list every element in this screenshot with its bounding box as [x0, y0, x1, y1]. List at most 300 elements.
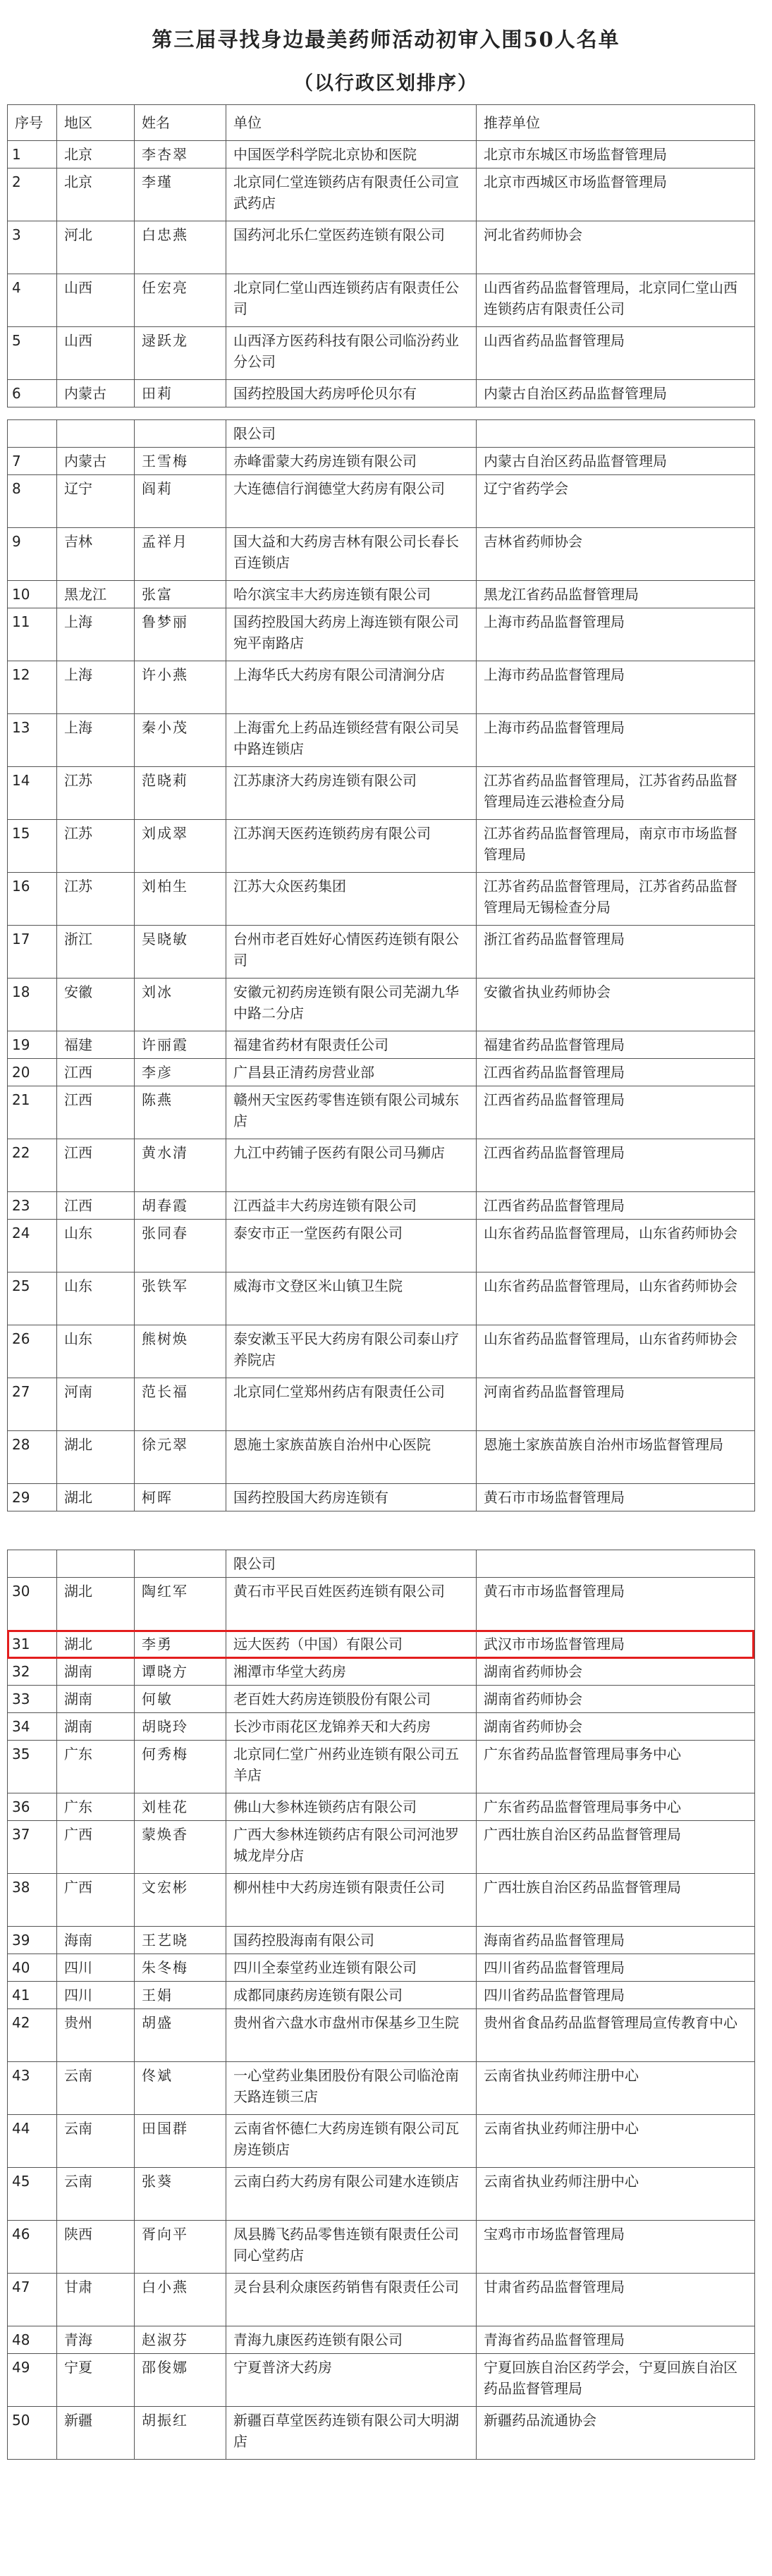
row-employer: 国药河北乐仁堂医药连锁有限公司 — [226, 221, 477, 274]
row-name: 吴晓敏 — [135, 926, 226, 979]
row-region: 内蒙古 — [57, 448, 135, 475]
row-region: 山东 — [57, 1220, 135, 1272]
table-row — [8, 528, 755, 581]
row-recommender: 上海市药品监督管理局 — [477, 608, 755, 661]
row-recommender: 辽宁省药学会 — [477, 475, 755, 528]
row-name: 白小燕 — [135, 2274, 226, 2326]
row-index: 7 — [8, 448, 57, 475]
row-region: 江苏 — [57, 820, 135, 873]
row-name: 孟祥月 — [135, 528, 226, 581]
row-recommender: 北京市东城区市场监督管理局 — [477, 141, 755, 168]
table-row — [8, 926, 755, 979]
row-recommender: 江苏省药品监督管理局，江苏省药品监督管理局无锡检查分局 — [477, 873, 755, 926]
row-region: 宁夏 — [57, 2354, 135, 2407]
row-name: 邵俊娜 — [135, 2354, 226, 2407]
header-region: 地区 — [57, 105, 135, 141]
row-employer: 国药控股国大药房上海连锁有限公司宛平南路店 — [226, 608, 477, 661]
row-recommender: 上海市药品监督管理局 — [477, 714, 755, 767]
row-name: 黄水清 — [135, 1139, 226, 1192]
row-recommender: 湖南省药师协会 — [477, 1658, 755, 1686]
row-employer: 柳州桂中大药房连锁有限责任公司 — [226, 1874, 477, 1927]
continuation-row — [8, 420, 755, 448]
row-name: 佟斌 — [135, 2062, 226, 2115]
row-region: 山西 — [57, 327, 135, 380]
row-index: 46 — [8, 2221, 57, 2274]
row-recommender: 河南省药品监督管理局 — [477, 1378, 755, 1431]
row-region: 辽宁 — [57, 475, 135, 528]
row-region: 浙江 — [57, 926, 135, 979]
row-index: 12 — [8, 661, 57, 714]
row-employer: 广西大参林连锁药店有限公司河池罗城龙岸分店 — [226, 1821, 477, 1874]
row-employer: 国大益和大药房吉林有限公司长春长百连锁店 — [226, 528, 477, 581]
table-row — [8, 2168, 755, 2221]
row-recommender: 广西壮族自治区药品监督管理局 — [477, 1821, 755, 1874]
row-name: 李勇 — [135, 1631, 226, 1658]
row-name: 胡春霞 — [135, 1192, 226, 1220]
row-region: 贵州 — [57, 2009, 135, 2062]
row-region: 广东 — [57, 1793, 135, 1821]
row-recommender: 内蒙古自治区药品监督管理局 — [477, 448, 755, 475]
table-row — [8, 1378, 755, 1431]
table-body-page-2 — [8, 420, 755, 1511]
row-recommender: 甘肃省药品监督管理局 — [477, 2274, 755, 2326]
row-index: 15 — [8, 820, 57, 873]
row-employer: 恩施土家族苗族自治州中心医院 — [226, 1431, 477, 1484]
row-index: 26 — [8, 1325, 57, 1378]
row-index: 39 — [8, 1927, 57, 1954]
row-name: 白忠燕 — [135, 221, 226, 274]
row-employer: 大连德信行润德堂大药房有限公司 — [226, 475, 477, 528]
row-region: 青海 — [57, 2326, 135, 2354]
row-employer: 青海九康医药连锁有限公司 — [226, 2326, 477, 2354]
table-row — [8, 1578, 755, 1631]
row-index: 35 — [8, 1741, 57, 1793]
row-recommender: 新疆药品流通协会 — [477, 2407, 755, 2460]
row-index: 32 — [8, 1658, 57, 1686]
row-recommender: 山东省药品监督管理局，山东省药师协会 — [477, 1220, 755, 1272]
row-name: 胡振红 — [135, 2407, 226, 2460]
row-name: 范长福 — [135, 1378, 226, 1431]
header-name: 姓名 — [135, 105, 226, 141]
row-employer: 哈尔滨宝丰大药房连锁有限公司 — [226, 581, 477, 608]
row-employer: 中国医学科学院北京协和医院 — [226, 141, 477, 168]
row-recommender: 吉林省药师协会 — [477, 528, 755, 581]
document-subtitle: （以行政区划排序） — [294, 73, 478, 94]
row-region: 江西 — [57, 1086, 135, 1139]
row-index: 45 — [8, 2168, 57, 2221]
row-region: 四川 — [57, 1982, 135, 2009]
table-row — [8, 1059, 755, 1086]
row-recommender: 广西壮族自治区药品监督管理局 — [477, 1874, 755, 1927]
row-recommender: 江苏省药品监督管理局，南京市市场监督管理局 — [477, 820, 755, 873]
row-recommender: 四川省药品监督管理局 — [477, 1954, 755, 1982]
row-name: 朱冬梅 — [135, 1954, 226, 1982]
table-row — [8, 380, 755, 407]
row-name: 张铁军 — [135, 1272, 226, 1325]
row-region: 河北 — [57, 221, 135, 274]
row-region: 广西 — [57, 1821, 135, 1874]
row-name: 赵淑芬 — [135, 2326, 226, 2354]
row-name: 何秀梅 — [135, 1741, 226, 1793]
table-body-page-1 — [8, 141, 755, 407]
finalist-table-page-1 — [7, 104, 755, 407]
row-recommender: 四川省药品监督管理局 — [477, 1982, 755, 2009]
table-row — [8, 1272, 755, 1325]
row-index: 36 — [8, 1793, 57, 1821]
row-region: 湖北 — [57, 1578, 135, 1631]
row-recommender: 黄石市市场监督管理局 — [477, 1578, 755, 1631]
row-recommender: 青海省药品监督管理局 — [477, 2326, 755, 2354]
table-row — [8, 1741, 755, 1793]
row-region: 内蒙古 — [57, 380, 135, 407]
row-index: 43 — [8, 2062, 57, 2115]
row-index: 23 — [8, 1192, 57, 1220]
row-name: 王艺晓 — [135, 1927, 226, 1954]
row-recommender: 山东省药品监督管理局，山东省药师协会 — [477, 1325, 755, 1378]
row-name: 许小燕 — [135, 661, 226, 714]
row-region: 湖北 — [57, 1431, 135, 1484]
row-index: 14 — [8, 767, 57, 820]
row-index: 40 — [8, 1954, 57, 1982]
row-region: 江西 — [57, 1192, 135, 1220]
row-employer: 国药控股国大药房呼伦贝尔有 — [226, 380, 477, 407]
row-region: 山西 — [57, 274, 135, 327]
table-header-row — [8, 105, 755, 141]
row-employer: 上海雷允上药品连锁经营有限公司吴中路连锁店 — [226, 714, 477, 767]
row-name: 刘桂花 — [135, 1793, 226, 1821]
row-recommender: 安徽省执业药师协会 — [477, 979, 755, 1031]
table-row — [8, 168, 755, 221]
row-index: 4 — [8, 274, 57, 327]
row-index: 19 — [8, 1031, 57, 1059]
row-region: 江西 — [57, 1139, 135, 1192]
row-recommender: 山西省药品监督管理局 — [477, 327, 755, 380]
row-region: 北京 — [57, 168, 135, 221]
row-name: 张同春 — [135, 1220, 226, 1272]
row-name: 李杏翠 — [135, 141, 226, 168]
row-index: 6 — [8, 380, 57, 407]
row-name: 田国群 — [135, 2115, 226, 2168]
table-row — [8, 581, 755, 608]
row-region: 上海 — [57, 714, 135, 767]
table-row — [8, 767, 755, 820]
row-employer: 赤峰雷蒙大药房连锁有限公司 — [226, 448, 477, 475]
row-employer: 九江中药铺子医药有限公司马狮店 — [226, 1139, 477, 1192]
row-employer: 黄石市平民百姓医药连锁有限公司 — [226, 1578, 477, 1631]
continuation-row — [8, 1550, 755, 1578]
row-name: 范晓莉 — [135, 767, 226, 820]
row-region: 湖南 — [57, 1658, 135, 1686]
table-row — [8, 475, 755, 528]
row-index: 42 — [8, 2009, 57, 2062]
row-index: 21 — [8, 1086, 57, 1139]
row-index: 47 — [8, 2274, 57, 2326]
row-employer: 成都同康药房连锁有限公司 — [226, 1982, 477, 2009]
row-recommender: 宝鸡市市场监督管理局 — [477, 2221, 755, 2274]
row-employer: 灵台县利众康医药销售有限责任公司 — [226, 2274, 477, 2326]
table-row — [8, 2326, 755, 2354]
table-row — [8, 2221, 755, 2274]
row-index: 24 — [8, 1220, 57, 1272]
row-region: 海南 — [57, 1927, 135, 1954]
table-row — [8, 1713, 755, 1741]
row-region: 山东 — [57, 1272, 135, 1325]
table-row — [8, 714, 755, 767]
row-index: 2 — [8, 168, 57, 221]
row-employer: 山西泽方医药科技有限公司临汾药业分公司 — [226, 327, 477, 380]
row-region: 新疆 — [57, 2407, 135, 2460]
row-index: 10 — [8, 581, 57, 608]
row-employer: 赣州天宝医药零售连锁有限公司城东店 — [226, 1086, 477, 1139]
row-name: 徐元翠 — [135, 1431, 226, 1484]
row-name: 陈燕 — [135, 1086, 226, 1139]
table-row — [8, 1927, 755, 1954]
row-employer: 老百姓大药房连锁股份有限公司 — [226, 1686, 477, 1713]
table-row — [8, 1793, 755, 1821]
row-employer: 江苏康济大药房连锁有限公司 — [226, 767, 477, 820]
row-employer: 北京同仁堂广州药业连锁有限公司五羊店 — [226, 1741, 477, 1793]
row-name: 许丽霞 — [135, 1031, 226, 1059]
row-name: 逯跃龙 — [135, 327, 226, 380]
row-region: 北京 — [57, 141, 135, 168]
row-name: 刘冰 — [135, 979, 226, 1031]
table-row — [8, 1325, 755, 1378]
row-index: 5 — [8, 327, 57, 380]
row-region: 甘肃 — [57, 2274, 135, 2326]
row-employer: 台州市老百姓好心情医药连锁有限公司 — [226, 926, 477, 979]
row-employer: 江苏润天医药连锁药房有限公司 — [226, 820, 477, 873]
table-row — [8, 2062, 755, 2115]
row-recommender: 内蒙古自治区药品监督管理局 — [477, 380, 755, 407]
row-employer: 泰安漱玉平民大药房有限公司泰山疗养院店 — [226, 1325, 477, 1378]
table-row — [8, 1192, 755, 1220]
row-index: 49 — [8, 2354, 57, 2407]
table-row — [8, 1220, 755, 1272]
row-name: 刘柏生 — [135, 873, 226, 926]
row-index: 33 — [8, 1686, 57, 1713]
table-row — [8, 274, 755, 327]
row-region: 广东 — [57, 1741, 135, 1793]
row-employer: 凤县腾飞药品零售连锁有限责任公司同心堂药店 — [226, 2221, 477, 2274]
row-recommender: 上海市药品监督管理局 — [477, 661, 755, 714]
table-row — [8, 448, 755, 475]
row-region: 上海 — [57, 661, 135, 714]
table-row — [8, 1086, 755, 1139]
table-row — [8, 1874, 755, 1927]
table-row — [8, 1821, 755, 1874]
row-recommender: 湖南省药师协会 — [477, 1686, 755, 1713]
row-index: 25 — [8, 1272, 57, 1325]
row-name: 陶红军 — [135, 1578, 226, 1631]
row-recommender: 河北省药师协会 — [477, 221, 755, 274]
row-name: 谭晓方 — [135, 1658, 226, 1686]
row-index: 22 — [8, 1139, 57, 1192]
row-name: 王娟 — [135, 1982, 226, 2009]
row-employer: 北京同仁堂连锁药店有限责任公司宣武药店 — [226, 168, 477, 221]
row-index: 8 — [8, 475, 57, 528]
row-recommender: 福建省药品监督管理局 — [477, 1031, 755, 1059]
row-employer: 远大医药（中国）有限公司 — [226, 1631, 477, 1658]
table-row — [8, 2115, 755, 2168]
row-index: 29 — [8, 1484, 57, 1511]
row-name: 李瑾 — [135, 168, 226, 221]
row-name: 田莉 — [135, 380, 226, 407]
row-index: 38 — [8, 1874, 57, 1927]
row-employer: 贵州省六盘水市盘州市保基乡卫生院 — [226, 2009, 477, 2062]
row-name: 胡盛 — [135, 2009, 226, 2062]
row-employer: 广昌县正清药房营业部 — [226, 1059, 477, 1086]
row-region: 云南 — [57, 2168, 135, 2221]
table-row — [8, 2274, 755, 2326]
row-name: 秦小茂 — [135, 714, 226, 767]
row-employer: 北京同仁堂郑州药店有限责任公司 — [226, 1378, 477, 1431]
row-employer: 湘潭市华堂大药房 — [226, 1658, 477, 1686]
row-index: 11 — [8, 608, 57, 661]
row-region: 江西 — [57, 1059, 135, 1086]
row-recommender: 云南省执业药师注册中心 — [477, 2168, 755, 2221]
table-row — [8, 2354, 755, 2407]
row-index: 27 — [8, 1378, 57, 1431]
table-row — [8, 1631, 755, 1658]
row-recommender: 广东省药品监督管理局事务中心 — [477, 1793, 755, 1821]
row-region: 四川 — [57, 1954, 135, 1982]
row-recommender: 山西省药品监督管理局，北京同仁堂山西连锁药店有限责任公司 — [477, 274, 755, 327]
row-index: 13 — [8, 714, 57, 767]
row-employer: 江苏大众医药集团 — [226, 873, 477, 926]
row-employer: 佛山大参林连锁药店有限公司 — [226, 1793, 477, 1821]
table-row — [8, 1658, 755, 1686]
row-recommender: 云南省执业药师注册中心 — [477, 2062, 755, 2115]
row-region: 云南 — [57, 2115, 135, 2168]
row-region: 湖北 — [57, 1631, 135, 1658]
row-region: 吉林 — [57, 528, 135, 581]
row-name: 熊树焕 — [135, 1325, 226, 1378]
header-index: 序号 — [8, 105, 57, 141]
table-row — [8, 1139, 755, 1192]
row-index: 17 — [8, 926, 57, 979]
row-name: 张葵 — [135, 2168, 226, 2221]
row-employer: 泰安市正一堂医药有限公司 — [226, 1220, 477, 1272]
row-name: 王雪梅 — [135, 448, 226, 475]
row-name: 文宏彬 — [135, 1874, 226, 1927]
row-recommender: 山东省药品监督管理局，山东省药师协会 — [477, 1272, 755, 1325]
row-recommender: 浙江省药品监督管理局 — [477, 926, 755, 979]
row-employer: 宁夏普济大药房 — [226, 2354, 477, 2407]
row-index: 16 — [8, 873, 57, 926]
table-row — [8, 2407, 755, 2460]
row-index: 30 — [8, 1578, 57, 1631]
row-index: 41 — [8, 1982, 57, 2009]
row-region: 福建 — [57, 1031, 135, 1059]
table-row — [8, 221, 755, 274]
row-employer: 上海华氏大药房有限公司清涧分店 — [226, 661, 477, 714]
row-index: 31 — [8, 1631, 57, 1658]
table-row — [8, 1982, 755, 2009]
row-index: 48 — [8, 2326, 57, 2354]
continuation-text: 限公司 — [226, 1550, 477, 1578]
row-employer: 云南省怀德仁大药房连锁有限公司瓦房连锁店 — [226, 2115, 477, 2168]
row-recommender: 云南省执业药师注册中心 — [477, 2115, 755, 2168]
row-recommender: 黄石市市场监督管理局 — [477, 1484, 755, 1511]
table-row — [8, 979, 755, 1031]
row-employer: 江西益丰大药房连锁有限公司 — [226, 1192, 477, 1220]
row-region: 广西 — [57, 1874, 135, 1927]
finalist-table-page-2 — [7, 419, 755, 1511]
row-index: 1 — [8, 141, 57, 168]
row-region: 上海 — [57, 608, 135, 661]
row-index: 44 — [8, 2115, 57, 2168]
table-row — [8, 2009, 755, 2062]
row-region: 湖南 — [57, 1686, 135, 1713]
row-name: 何敏 — [135, 1686, 226, 1713]
row-recommender: 贵州省食品药品监督管理局宣传教育中心 — [477, 2009, 755, 2062]
table-row — [8, 873, 755, 926]
table-row — [8, 1484, 755, 1511]
row-name: 李彦 — [135, 1059, 226, 1086]
finalist-table-page-3 — [7, 1550, 755, 2460]
table-row — [8, 1431, 755, 1484]
table-row — [8, 608, 755, 661]
row-recommender: 恩施土家族苗族自治州市场监督管理局 — [477, 1431, 755, 1484]
row-employer: 国药控股国大药房连锁有 — [226, 1484, 477, 1511]
row-region: 陕西 — [57, 2221, 135, 2274]
row-index: 34 — [8, 1713, 57, 1741]
row-employer: 福建省药材有限责任公司 — [226, 1031, 477, 1059]
row-name: 柯晖 — [135, 1484, 226, 1511]
row-index: 28 — [8, 1431, 57, 1484]
row-region: 江苏 — [57, 873, 135, 926]
header-recommender: 推荐单位 — [477, 105, 755, 141]
row-name: 任宏亮 — [135, 274, 226, 327]
table-row — [8, 141, 755, 168]
table-row — [8, 1954, 755, 1982]
row-region: 安徽 — [57, 979, 135, 1031]
row-name: 张富 — [135, 581, 226, 608]
row-recommender: 江西省药品监督管理局 — [477, 1059, 755, 1086]
row-name: 鲁梦丽 — [135, 608, 226, 661]
row-recommender: 江西省药品监督管理局 — [477, 1139, 755, 1192]
table-row — [8, 661, 755, 714]
row-employer: 国药控股海南有限公司 — [226, 1927, 477, 1954]
row-employer: 安徽元初药房连锁有限公司芜湖九华中路二分店 — [226, 979, 477, 1031]
row-region: 湖南 — [57, 1713, 135, 1741]
row-recommender: 广东省药品监督管理局事务中心 — [477, 1741, 755, 1793]
row-recommender: 江苏省药品监督管理局，江苏省药品监督管理局连云港检查分局 — [477, 767, 755, 820]
row-recommender: 武汉市市场监督管理局 — [477, 1631, 755, 1658]
row-employer: 北京同仁堂山西连锁药店有限责任公司 — [226, 274, 477, 327]
row-name: 胡晓玲 — [135, 1713, 226, 1741]
table-row — [8, 1686, 755, 1713]
continuation-text: 限公司 — [226, 420, 477, 448]
row-recommender: 湖南省药师协会 — [477, 1713, 755, 1741]
document-title: 第三届寻找身边最美药师活动初审入围50人名单 — [152, 27, 620, 51]
row-recommender: 江西省药品监督管理局 — [477, 1086, 755, 1139]
row-index: 9 — [8, 528, 57, 581]
row-employer: 一心堂药业集团股份有限公司临沧南天路连锁三店 — [226, 2062, 477, 2115]
row-region: 黑龙江 — [57, 581, 135, 608]
row-recommender: 宁夏回族自治区药学会，宁夏回族自治区药品监督管理局 — [477, 2354, 755, 2407]
table-row — [8, 327, 755, 380]
header-employer: 单位 — [226, 105, 477, 141]
row-index: 3 — [8, 221, 57, 274]
row-index: 37 — [8, 1821, 57, 1874]
table-row — [8, 1031, 755, 1059]
row-region: 云南 — [57, 2062, 135, 2115]
row-region: 江苏 — [57, 767, 135, 820]
row-name: 蒙焕香 — [135, 1821, 226, 1874]
row-recommender: 江西省药品监督管理局 — [477, 1192, 755, 1220]
row-employer: 长沙市雨花区龙锦养天和大药房 — [226, 1713, 477, 1741]
